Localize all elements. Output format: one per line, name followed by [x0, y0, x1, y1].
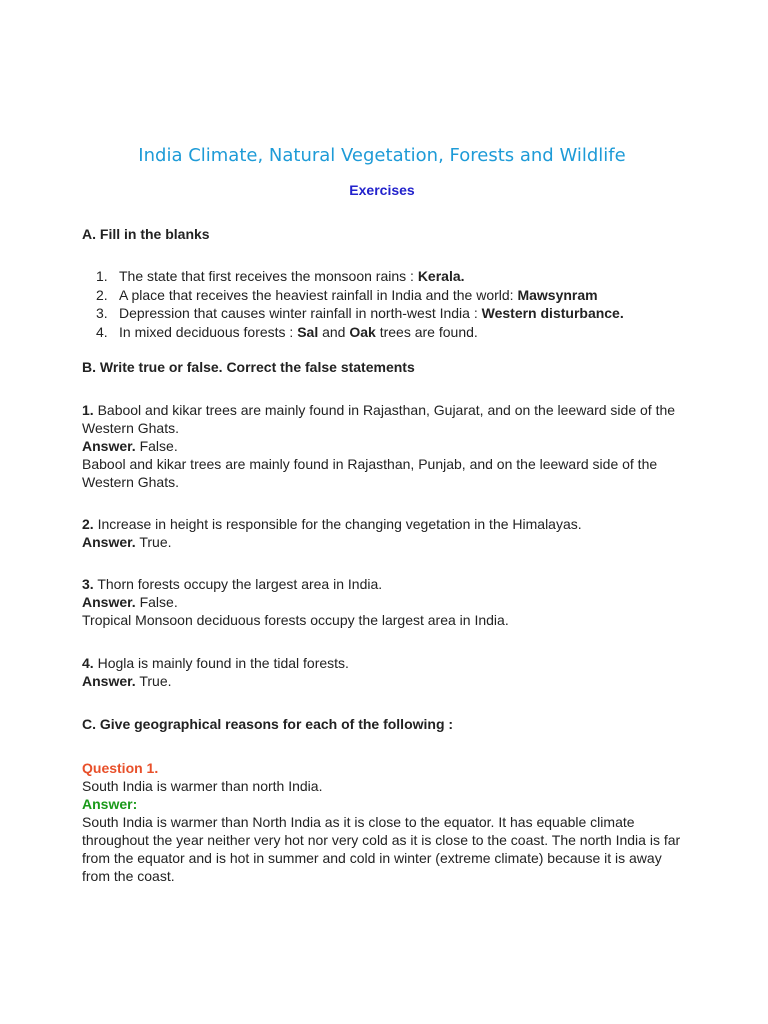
tf-correction: Babool and kikar trees are mainly found in Rajasthan, Punjab, and on the leeward side of the Western Ghats.: [82, 456, 658, 490]
item-number: 4.: [96, 323, 108, 340]
tf-statement-text: Hogla is mainly found in the tidal forests.: [93, 655, 349, 671]
tf-correction: Tropical Monsoon deciduous forests occupy the largest area in India.: [82, 612, 509, 628]
tf-item: [82, 401, 682, 491]
list-item: [82, 286, 624, 305]
section-c-heading: C. Give geographical reasons for each of the following :: [82, 716, 454, 732]
tf-statement: [82, 575, 682, 593]
tf-item: [82, 654, 682, 690]
list-item: [82, 304, 624, 323]
answer-label: Answer:: [82, 796, 138, 812]
item-answer: Sal: [297, 323, 319, 340]
tf-number: 4.: [82, 655, 94, 671]
answer-label: Answer.: [82, 673, 136, 689]
tf-number: 1.: [82, 402, 94, 418]
item-number: 2.: [96, 286, 108, 303]
tf-item: [82, 515, 682, 551]
answer-label: Answer.: [82, 594, 136, 610]
fill-blanks-list: [82, 267, 624, 341]
tf-answer: [82, 437, 682, 455]
tf-answer: [82, 593, 682, 611]
tf-number: 3.: [82, 576, 94, 592]
answer-text: South India is warmer than North India as it is close to the equator. It has equable climate throughout the year neither very hot nor very cold as it is close to the coast. The north India is far from the equator and is hot in summer and cold in winter (extreme climate) because it is away from the coast.: [82, 814, 681, 884]
list-item: [82, 323, 624, 342]
document-subtitle: Exercises: [349, 182, 415, 198]
reason-question: [82, 759, 682, 885]
question-text: South India is warmer than north India.: [82, 778, 323, 794]
item-text-mid: and: [318, 323, 350, 340]
item-text: Depression that causes winter rainfall in north-west India :: [119, 305, 482, 321]
list-item: [82, 267, 624, 286]
item-answer: Mawsynram: [517, 286, 598, 303]
answer-label: Answer.: [82, 438, 136, 454]
item-text: A place that receives the heaviest rainfall in India and the world:: [119, 286, 518, 303]
tf-answer: [82, 672, 682, 690]
answer-value: True.: [135, 534, 172, 550]
tf-statement: [82, 654, 682, 672]
section-b-heading: B. Write true or false. Correct the false statements: [82, 359, 415, 375]
tf-statement: [82, 401, 682, 437]
item-text: In mixed deciduous forests :: [119, 323, 298, 340]
tf-statement-text: Thorn forests occupy the largest area in India.: [93, 576, 383, 592]
section-a-heading: A. Fill in the blanks: [82, 226, 210, 242]
answer-label: Answer.: [82, 534, 136, 550]
document-title: India Climate, Natural Vegetation, Forests and Wildlife: [138, 145, 626, 166]
item-text: The state that first receives the monsoon rains :: [119, 268, 418, 284]
item-number: 1.: [96, 268, 108, 284]
item-text-tail: trees are found.: [375, 323, 478, 340]
tf-number: 2.: [82, 516, 94, 532]
tf-item: [82, 575, 682, 629]
item-number: 3.: [96, 305, 108, 321]
tf-statement-text: Increase in height is responsible for the changing vegetation in the Himalayas.: [93, 516, 582, 532]
item-answer: Western disturbance.: [481, 305, 624, 321]
tf-answer: [82, 533, 682, 551]
answer-value: False.: [135, 438, 178, 454]
answer-value: False.: [135, 594, 178, 610]
tf-statement-text: Babool and kikar trees are mainly found in Rajasthan, Gujarat, and on the leeward side of the Western Ghats.: [82, 402, 676, 436]
item-answer-2: Oak: [349, 323, 376, 340]
answer-value: True.: [135, 673, 172, 689]
item-answer: Kerala.: [417, 268, 465, 284]
tf-statement: [82, 515, 682, 533]
question-label: Question 1.: [82, 760, 159, 776]
